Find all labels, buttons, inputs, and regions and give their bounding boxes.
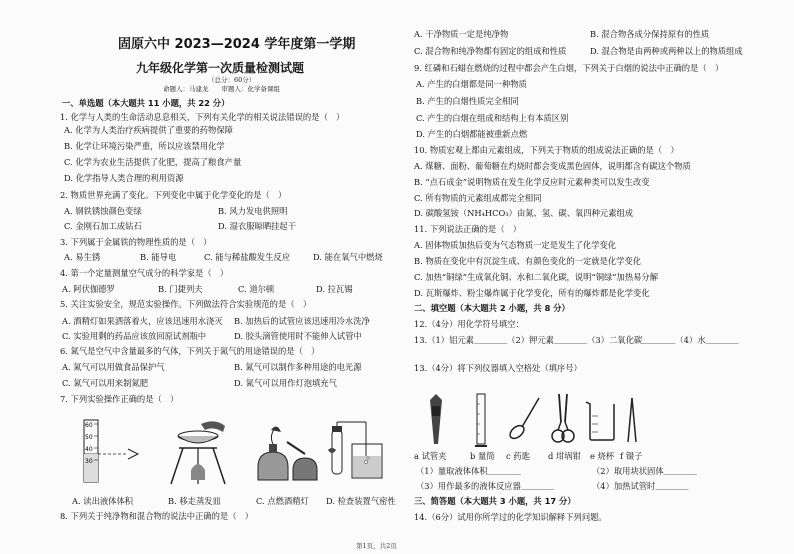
instrument-label-e: e 烧杯 xyxy=(590,451,615,461)
q3-option-a: A. 易生锈 xyxy=(64,252,101,262)
tick-50: 50 xyxy=(85,434,93,441)
graduated-cylinder-icon xyxy=(474,392,488,450)
q5-option-a: A. 酒精灯如果洒落着火，应该迅速用水浇灭 xyxy=(62,316,223,326)
q9-option-a: A. 产生的白烟都是同一种物质 xyxy=(416,79,527,89)
q11-option-c: C. 加热“铜绿”生成氧化铜、水和二氧化碳，说明“铜绿”加热易分解 xyxy=(414,272,659,282)
section-heading-3: 三、简答题（本大题共 3 小题，共 17 分） xyxy=(414,496,576,506)
q13-blank-4: （4）加热试管时＿＿＿＿ xyxy=(592,481,689,491)
q6-option-c: C. 氮气可以用来制氮肥 xyxy=(62,378,148,388)
section-heading-2: 二、填空题（本大题共 2 小题，共 8 分） xyxy=(414,303,570,313)
crucible-tongs-icon xyxy=(549,392,577,448)
q1-option-b: B. 化学让环境污染严重，所以应该禁用化学 xyxy=(64,141,225,151)
q11-option-b: B. 物质在变化中有沉淀生成、有颜色变化的一定就是化学变化 xyxy=(414,256,642,266)
instrument-label-b: b 量筒 xyxy=(470,451,495,461)
q7-option-c: C. 点燃酒精灯 xyxy=(256,496,309,506)
q8-option-d: D. 混合物是由两种或两种以上的物质组成 xyxy=(590,46,743,56)
q13-blank-1: （1）量取液体体积＿＿＿＿ xyxy=(416,466,521,476)
q8-option-c: C. 混合物和纯净物都有固定的组成和性质 xyxy=(414,46,567,56)
q2-option-a: A. 钢铁锈蚀颜色变绿 xyxy=(64,206,142,216)
question-1: 1. 化学与人类的生命活动息息相关，下列有关化学的相关说法错误的是（ ） xyxy=(60,112,345,122)
exam-title: 固原六中 2023—2024 学年度第一学期 xyxy=(118,37,356,52)
q2-option-d: D. 湿衣服晾晒挂起干 xyxy=(218,221,297,231)
q7-option-a: A. 读出液体体积 xyxy=(72,496,134,506)
q7-option-b: B. 移走蒸发皿 xyxy=(168,496,221,506)
q2-option-b: B. 风力发电供照明 xyxy=(218,206,288,216)
q11-option-d: D. 瓦斯爆炸、粉尘爆炸属于化学变化，所有的爆炸都是化学变化 xyxy=(414,288,650,298)
question-13: 13.（4分）将下列仪器填入空格处（填序号） xyxy=(414,363,582,373)
question-2: 2. 物质世界充满了变化。下列变化中属于化学变化的是（ ） xyxy=(60,190,287,200)
q3-option-d: D. 能在氧气中燃烧 xyxy=(313,252,383,262)
test-tube-holder-icon xyxy=(424,392,448,446)
q7-figure-a-cylinder xyxy=(78,420,148,485)
q12-items: 13.（1）铝元素＿＿＿＿（2）钾元素＿＿＿＿（3）二氧化碳＿＿＿＿（4）水＿＿＿＿ xyxy=(414,335,739,345)
q7-option-d: D. 检查装置气密性 xyxy=(326,496,396,506)
question-9: 9. 红磷和石蜡在燃烧的过程中都会产生白烟，下列关于白烟的说法中正确的是（ ） xyxy=(414,63,724,73)
beaker-icon xyxy=(584,400,618,442)
question-8: 8. 下列关于纯净物和混合物的说法中正确的是（ ） xyxy=(60,511,254,521)
q11-option-a: A. 固体物质加热后变为气态物质一定是发生了化学变化 xyxy=(414,240,617,250)
question-3: 3. 下列属于金属铁的物理性质的是（ ） xyxy=(60,237,212,247)
q8-option-a: A. 干净物质一定是纯净物 xyxy=(414,29,509,39)
question-5: 5. 关注实验安全，规范实验操作。下列做法符合实验规范的是（ ） xyxy=(60,299,312,309)
instrument-label-c: c 药匙 xyxy=(506,451,530,461)
question-10: 10. 物质宏观上都由元素组成，下列关于物质的组成说法正确的是（ ） xyxy=(414,145,679,155)
question-14: 14.（6分）试用你所学过的化学知识解释下列问题。 xyxy=(414,512,607,522)
q6-option-b: B. 氮气可以制作多种用途的电光源 xyxy=(234,362,362,372)
question-4: 4. 第一个定量测量空气成分的科学家是（ ） xyxy=(60,268,229,278)
score-note: （总分：60分） xyxy=(208,76,256,84)
question-7: 7. 下列实验操作正确的是（ ） xyxy=(60,394,179,404)
q1-option-d: D. 化学指导人类合理的利用资源 xyxy=(64,173,184,183)
question-12: 12.（4分）用化学符号填空： xyxy=(414,319,524,329)
tweezers-icon xyxy=(624,396,640,446)
q4-option-b: B. 门捷列夫 xyxy=(158,284,203,294)
tick-60: 60 xyxy=(85,422,93,429)
q3-option-b: B. 能导电 xyxy=(140,252,177,262)
q10-option-b: B. “点石成金”说明物质在发生化学反应时元素种类可以发生改变 xyxy=(414,177,650,187)
tick-30: 30 xyxy=(85,458,93,465)
page-footer: 第1页，共2页 xyxy=(356,542,397,550)
q7-figure-b-evaporate xyxy=(163,418,233,486)
q10-option-a: A. 煤糖、面粉、葡萄糖在灼烧时都会变成黑色固体，说明都含有碳这个物质 xyxy=(414,161,691,171)
q10-option-c: C. 所有物质的元素组成都完全相同 xyxy=(414,193,542,203)
q3-option-c: C. 能与稀盐酸发生反应 xyxy=(204,252,290,262)
q4-option-c: C. 道尔顿 xyxy=(238,284,275,294)
q13-blank-2: （2）取用块状固体＿＿＿＿ xyxy=(592,466,697,476)
q6-option-d: D. 氮气可以用作灯泡填充气 xyxy=(234,378,337,388)
q8-option-b: B. 混合物各成分保持原有的性质 xyxy=(590,29,710,39)
q6-option-a: A. 氮气可以用做食品保护气 xyxy=(62,362,165,372)
exam-subtitle: 九年级化学第一次质量检测试题 xyxy=(136,61,305,75)
q7-figure-d-airtight xyxy=(326,420,388,484)
q9-option-d: D. 产生的白烟都能被重新点燃 xyxy=(416,129,528,139)
instrument-label-a: a 试管夹 xyxy=(414,451,447,461)
question-6: 6. 氮气是空气中含量最多的气体，下列关于氮气的用途错误的是（ ） xyxy=(60,346,320,356)
instrument-label-d: d 坩埚钳 xyxy=(548,451,581,461)
q10-option-d: D. 碳酸氢铵（NH₄HCO₃）由氮、氢、碳、氧四种元素组成 xyxy=(414,208,634,218)
q4-option-a: A. 阿伏伽德罗 xyxy=(62,284,115,294)
question-11: 11. 下列说法正确的是（ ） xyxy=(414,224,522,234)
q5-option-d: D. 胶头滴管使用时不能伸入试管中 xyxy=(234,331,362,341)
q7-figure-c-lamps xyxy=(253,422,323,484)
q9-option-c: C. 产生的白烟在组成和结构上有本质区别 xyxy=(416,113,569,123)
author-line: 命题人：马建龙 审题人：化学备课组 xyxy=(163,85,280,93)
q4-option-d: D. 拉瓦锡 xyxy=(316,284,353,294)
q1-option-a: A. 化学为人类治疗疾病提供了重要的药物保障 xyxy=(64,125,233,135)
instrument-label-f: f 镊子 xyxy=(620,451,643,461)
q5-option-b: B. 加热后的试管应该迅速用冷水洗净 xyxy=(234,316,370,326)
q2-option-c: C. 金刚石加工成钻石 xyxy=(64,221,142,231)
tick-40: 40 xyxy=(85,446,93,453)
spatula-icon xyxy=(507,394,543,442)
q9-option-b: B. 产生的白烟性质完全相同 xyxy=(416,96,519,106)
q1-option-c: C. 化学为农业生活提供了化肥，提高了粮食产量 xyxy=(64,157,242,167)
section-heading-1: 一、单选题（本大题共 11 小题，共 22 分） xyxy=(62,98,230,108)
q5-option-c: C. 实验用剩的药品应该放回原试剂瓶中 xyxy=(62,331,207,341)
q13-blank-3: （3）用作最多的液体反应器＿＿＿＿ xyxy=(416,481,555,491)
